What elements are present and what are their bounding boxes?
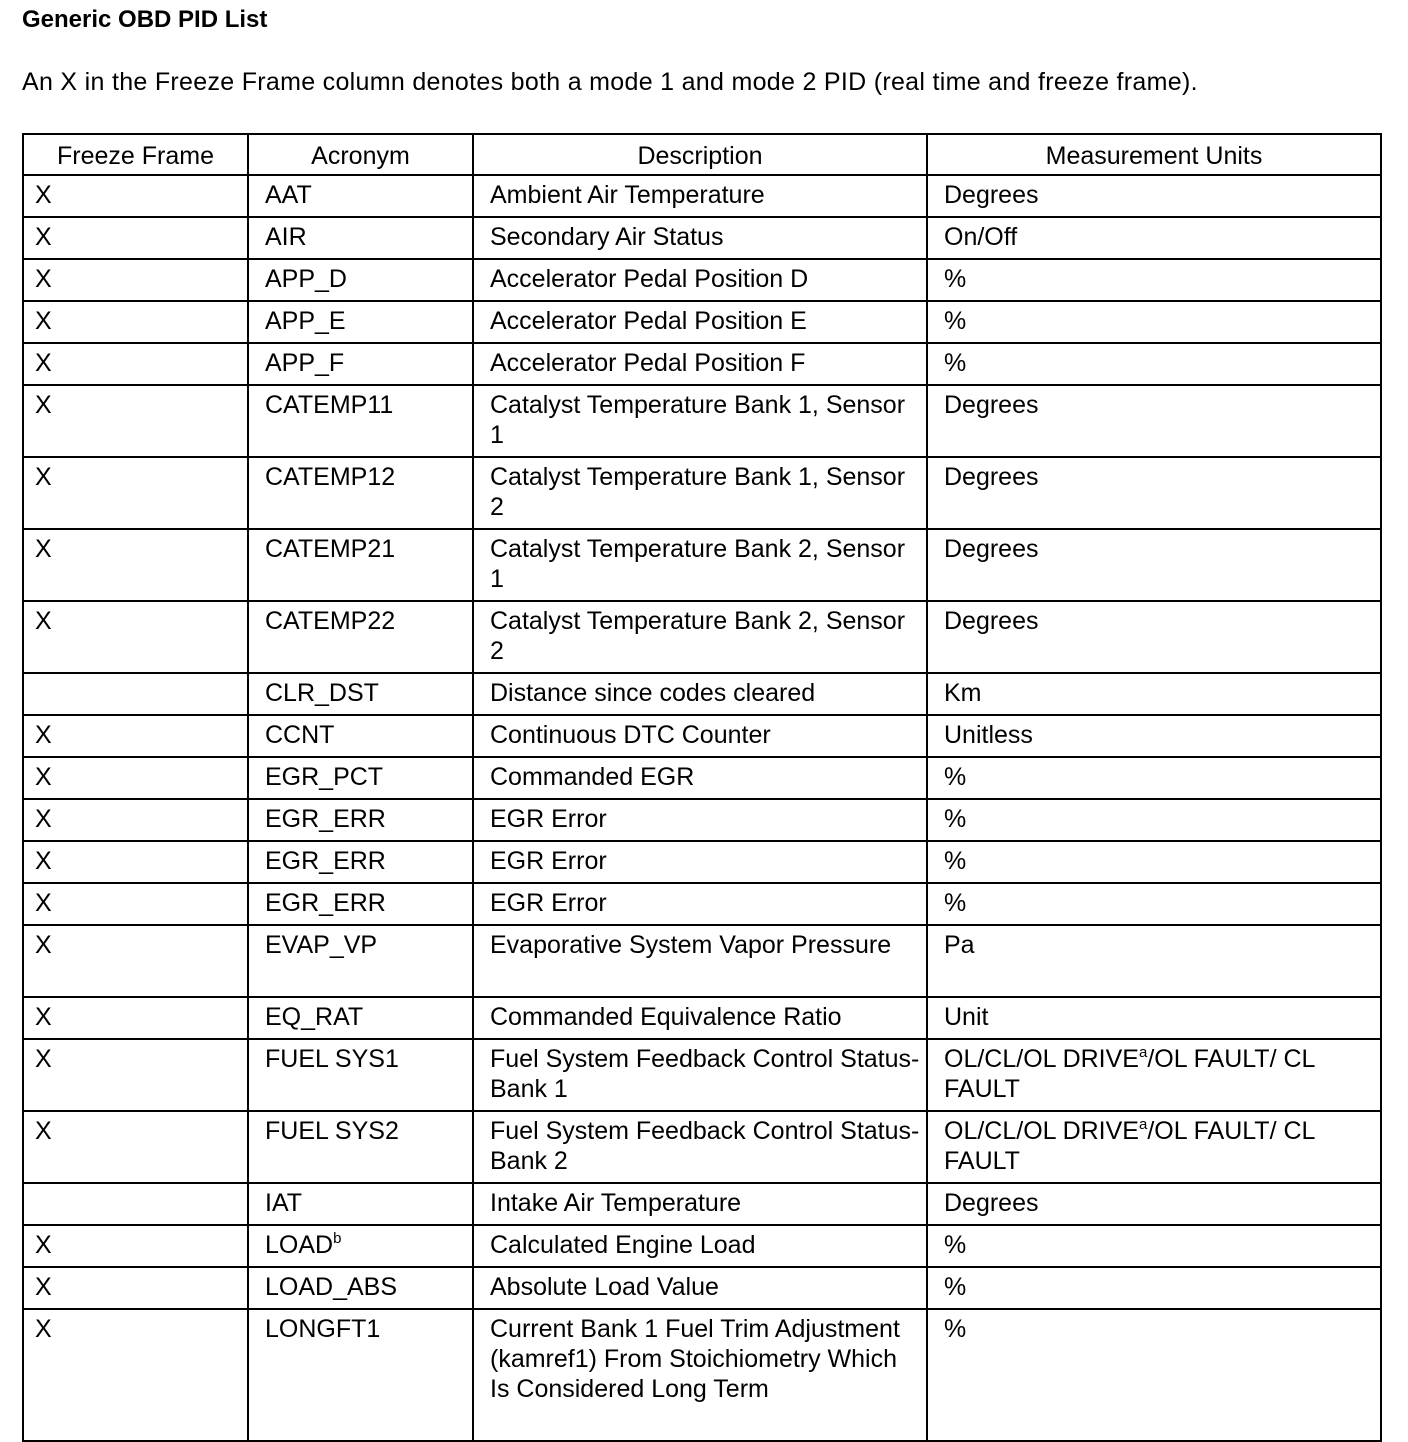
footnote-marker: b [333, 1230, 342, 1247]
header-freeze-frame: Freeze Frame [23, 134, 248, 175]
acronym-text: LOAD [265, 1231, 334, 1259]
acronym-cell: FUEL SYS2 [248, 1111, 473, 1183]
header-measurement-units: Measurement Units [927, 134, 1381, 175]
freeze-frame-cell: X [23, 1039, 248, 1111]
acronym-cell: AIR [248, 217, 473, 259]
units-cell: Pa [927, 925, 1381, 997]
acronym-cell: EGR_ERR [248, 883, 473, 925]
freeze-frame-cell [23, 1183, 248, 1225]
acronym-cell: CLR_DST [248, 673, 473, 715]
page-title: Generic OBD PID List [22, 6, 268, 33]
description-cell: Catalyst Temperature Bank 1, Sensor 1 [473, 385, 927, 457]
description-cell: Ambient Air Temperature [473, 175, 927, 217]
freeze-frame-cell: X [23, 799, 248, 841]
acronym-cell: AAT [248, 175, 473, 217]
units-cell [927, 1039, 1381, 1111]
units-cell: Unit [927, 997, 1381, 1039]
table-row [23, 529, 1381, 601]
description-cell: Continuous DTC Counter [473, 715, 927, 757]
acronym-cell: LOAD_ABS [248, 1267, 473, 1309]
units-cell: % [927, 841, 1381, 883]
header-row [23, 134, 1381, 175]
acronym-cell: CATEMP12 [248, 457, 473, 529]
description-cell: Secondary Air Status [473, 217, 927, 259]
description-cell: Fuel System Feedback Control Status-Bank 2 [473, 1111, 927, 1183]
table-row [23, 1183, 1381, 1225]
units-cell: % [927, 1267, 1381, 1309]
description-cell: Evaporative System Vapor Pressure [473, 925, 927, 997]
units-cell: Degrees [927, 529, 1381, 601]
acronym-cell: CATEMP21 [248, 529, 473, 601]
units-cell: Degrees [927, 457, 1381, 529]
table-row [23, 841, 1381, 883]
freeze-frame-cell: X [23, 883, 248, 925]
table-row [23, 799, 1381, 841]
description-cell: Catalyst Temperature Bank 1, Sensor 2 [473, 457, 927, 529]
table-row [23, 715, 1381, 757]
freeze-frame-cell: X [23, 1267, 248, 1309]
description-cell: EGR Error [473, 883, 927, 925]
units-cell: % [927, 259, 1381, 301]
table-row [23, 217, 1381, 259]
table-row [23, 925, 1381, 997]
acronym-cell: APP_D [248, 259, 473, 301]
freeze-frame-cell: X [23, 529, 248, 601]
description-cell: Fuel System Feedback Control Status-Bank 1 [473, 1039, 927, 1111]
units-cell: Km [927, 673, 1381, 715]
table-row [23, 1267, 1381, 1309]
description-cell: Absolute Load Value [473, 1267, 927, 1309]
page-note: An X in the Freeze Frame column denotes both a mode 1 and mode 2 PID (real time and freeze frame). [22, 68, 1198, 96]
acronym-cell [248, 1225, 473, 1267]
units-cell: % [927, 757, 1381, 799]
description-cell: Current Bank 1 Fuel Trim Adjustment (kamref1) From Stoichiometry Which Is Considered Long Term [473, 1309, 927, 1441]
table-row [23, 673, 1381, 715]
description-cell: Commanded EGR [473, 757, 927, 799]
table-row [23, 1225, 1381, 1267]
description-cell: Catalyst Temperature Bank 2, Sensor 1 [473, 529, 927, 601]
footnote-marker: a [1138, 1116, 1148, 1133]
table-row [23, 1039, 1381, 1111]
description-cell: Catalyst Temperature Bank 2, Sensor 2 [473, 601, 927, 673]
table-row [23, 757, 1381, 799]
description-cell: Calculated Engine Load [473, 1225, 927, 1267]
freeze-frame-cell [23, 673, 248, 715]
acronym-cell: EGR_ERR [248, 799, 473, 841]
header-description: Description [473, 134, 927, 175]
acronym-cell: FUEL SYS1 [248, 1039, 473, 1111]
header-acronym: Acronym [248, 134, 473, 175]
freeze-frame-cell: X [23, 385, 248, 457]
table-row [23, 301, 1381, 343]
pid-table [22, 133, 1382, 1442]
units-cell: Degrees [927, 385, 1381, 457]
freeze-frame-cell: X [23, 601, 248, 673]
units-cell: % [927, 799, 1381, 841]
acronym-cell: CATEMP11 [248, 385, 473, 457]
description-cell: Intake Air Temperature [473, 1183, 927, 1225]
units-cell: % [927, 1225, 1381, 1267]
acronym-cell: APP_E [248, 301, 473, 343]
table-row [23, 601, 1381, 673]
table-row [23, 883, 1381, 925]
freeze-frame-cell: X [23, 841, 248, 883]
description-cell: EGR Error [473, 841, 927, 883]
units-cell [927, 1111, 1381, 1183]
units-cell: % [927, 883, 1381, 925]
units-cell: % [927, 1309, 1381, 1441]
freeze-frame-cell: X [23, 715, 248, 757]
description-cell: Commanded Equivalence Ratio [473, 997, 927, 1039]
units-cell: % [927, 301, 1381, 343]
table-row [23, 1111, 1381, 1183]
table-row [23, 457, 1381, 529]
units-cell: On/Off [927, 217, 1381, 259]
acronym-cell: EGR_ERR [248, 841, 473, 883]
table-row [23, 997, 1381, 1039]
table-row [23, 343, 1381, 385]
table-row [23, 175, 1381, 217]
units-cell: Unitless [927, 715, 1381, 757]
freeze-frame-cell: X [23, 259, 248, 301]
freeze-frame-cell: X [23, 301, 248, 343]
table-row [23, 385, 1381, 457]
acronym-cell: IAT [248, 1183, 473, 1225]
units-text-rest: /OL FAULT/ CL FAULT [944, 1045, 1315, 1103]
units-text: OL/CL/OL DRIVE [944, 1045, 1139, 1073]
freeze-frame-cell: X [23, 997, 248, 1039]
units-cell: % [927, 343, 1381, 385]
freeze-frame-cell: X [23, 457, 248, 529]
table-row [23, 259, 1381, 301]
acronym-cell: EGR_PCT [248, 757, 473, 799]
acronym-cell: LONGFT1 [248, 1309, 473, 1441]
description-cell: EGR Error [473, 799, 927, 841]
freeze-frame-cell: X [23, 175, 248, 217]
units-cell: Degrees [927, 175, 1381, 217]
freeze-frame-cell: X [23, 217, 248, 259]
acronym-cell: APP_F [248, 343, 473, 385]
freeze-frame-cell: X [23, 925, 248, 997]
freeze-frame-cell: X [23, 1111, 248, 1183]
freeze-frame-cell: X [23, 1225, 248, 1267]
acronym-cell: EQ_RAT [248, 997, 473, 1039]
freeze-frame-cell: X [23, 1309, 248, 1441]
units-text: OL/CL/OL DRIVE [944, 1117, 1139, 1145]
freeze-frame-cell: X [23, 757, 248, 799]
description-cell: Accelerator Pedal Position E [473, 301, 927, 343]
acronym-cell: CATEMP22 [248, 601, 473, 673]
units-cell: Degrees [927, 1183, 1381, 1225]
acronym-cell: EVAP_VP [248, 925, 473, 997]
freeze-frame-cell: X [23, 343, 248, 385]
footnote-marker: a [1138, 1044, 1148, 1061]
table-row [23, 1309, 1381, 1441]
units-text-rest: /OL FAULT/ CL FAULT [944, 1117, 1315, 1175]
units-cell: Degrees [927, 601, 1381, 673]
description-cell: Accelerator Pedal Position F [473, 343, 927, 385]
description-cell: Distance since codes cleared [473, 673, 927, 715]
description-cell: Accelerator Pedal Position D [473, 259, 927, 301]
acronym-cell: CCNT [248, 715, 473, 757]
